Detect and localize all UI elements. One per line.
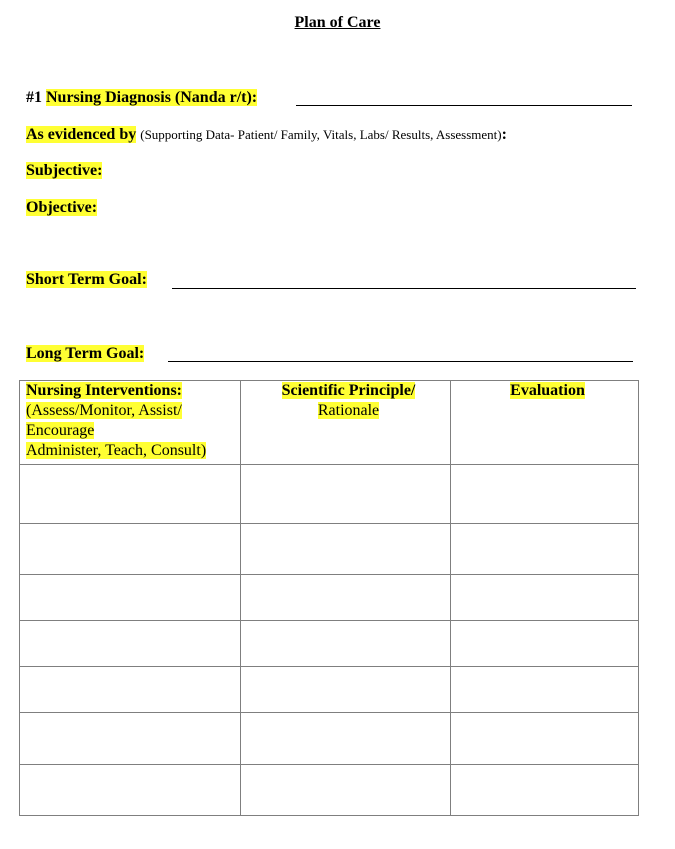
table-row xyxy=(20,465,639,524)
evaluation-cell[interactable] xyxy=(451,713,639,765)
scientific-principle-heading: Scientific Principle/ xyxy=(281,382,416,399)
nursing-diagnosis-label: Nursing Diagnosis (Nanda r/t): xyxy=(46,89,258,106)
objective-row xyxy=(26,199,97,217)
rationale-cell[interactable] xyxy=(241,621,451,667)
intervention-cell[interactable] xyxy=(20,713,241,765)
evidence-note: (Supporting Data- Patient/ Family, Vitals, Labs/ Results, Assessment) xyxy=(140,127,502,142)
page-title: Plan of Care xyxy=(294,14,381,31)
evidence-colon: : xyxy=(501,126,507,143)
evaluation-cell[interactable] xyxy=(451,575,639,621)
evaluation-cell[interactable] xyxy=(451,465,639,524)
interventions-line-2: Encourage xyxy=(26,422,95,439)
rationale-cell[interactable] xyxy=(241,524,451,575)
rationale-cell[interactable] xyxy=(241,713,451,765)
intervention-cell[interactable] xyxy=(20,667,241,713)
table-row xyxy=(20,667,639,713)
diagnosis-number: #1 xyxy=(26,89,42,106)
table-row xyxy=(20,621,639,667)
rationale-cell[interactable] xyxy=(241,667,451,713)
as-evidenced-by-label: As evidenced by xyxy=(26,126,137,143)
short-term-goal-input-line[interactable] xyxy=(172,288,636,289)
subjective-row xyxy=(26,162,102,180)
short-term-goal-label: Short Term Goal: xyxy=(26,271,147,288)
interventions-heading: Nursing Interventions: xyxy=(26,382,183,399)
long-term-goal-input-line[interactable] xyxy=(168,361,633,362)
rationale-cell[interactable] xyxy=(241,575,451,621)
objective-label: Objective: xyxy=(26,199,98,216)
intervention-cell[interactable] xyxy=(20,575,241,621)
rationale-heading: Rationale xyxy=(317,402,380,419)
rationale-cell[interactable] xyxy=(241,465,451,524)
evaluation-cell[interactable] xyxy=(451,621,639,667)
table-row xyxy=(20,524,639,575)
intervention-cell[interactable] xyxy=(20,465,241,524)
care-plan-table xyxy=(19,380,639,816)
table-row xyxy=(20,713,639,765)
intervention-cell[interactable] xyxy=(20,765,241,816)
table-row xyxy=(20,575,639,621)
intervention-cell[interactable] xyxy=(20,524,241,575)
evaluation-cell[interactable] xyxy=(451,667,639,713)
evaluation-header-cell xyxy=(451,381,639,465)
short-term-goal-row xyxy=(26,271,147,289)
interventions-line-1: (Assess/Monitor, Assist/ xyxy=(26,402,182,419)
nursing-diagnosis-row xyxy=(26,89,257,107)
long-term-goal-label: Long Term Goal: xyxy=(26,345,145,362)
table-header-row xyxy=(20,381,639,465)
evidence-row xyxy=(26,126,507,144)
evaluation-cell[interactable] xyxy=(451,765,639,816)
table-row xyxy=(20,765,639,816)
long-term-goal-row xyxy=(26,345,144,363)
rationale-header-cell xyxy=(241,381,451,465)
evaluation-heading: Evaluation xyxy=(510,382,585,399)
nursing-diagnosis-input-line[interactable] xyxy=(296,105,632,106)
interventions-line-3: Administer, Teach, Consult) xyxy=(26,442,207,459)
rationale-cell[interactable] xyxy=(241,765,451,816)
interventions-header-cell xyxy=(20,381,241,465)
subjective-label: Subjective: xyxy=(26,162,103,179)
evaluation-cell[interactable] xyxy=(451,524,639,575)
intervention-cell[interactable] xyxy=(20,621,241,667)
